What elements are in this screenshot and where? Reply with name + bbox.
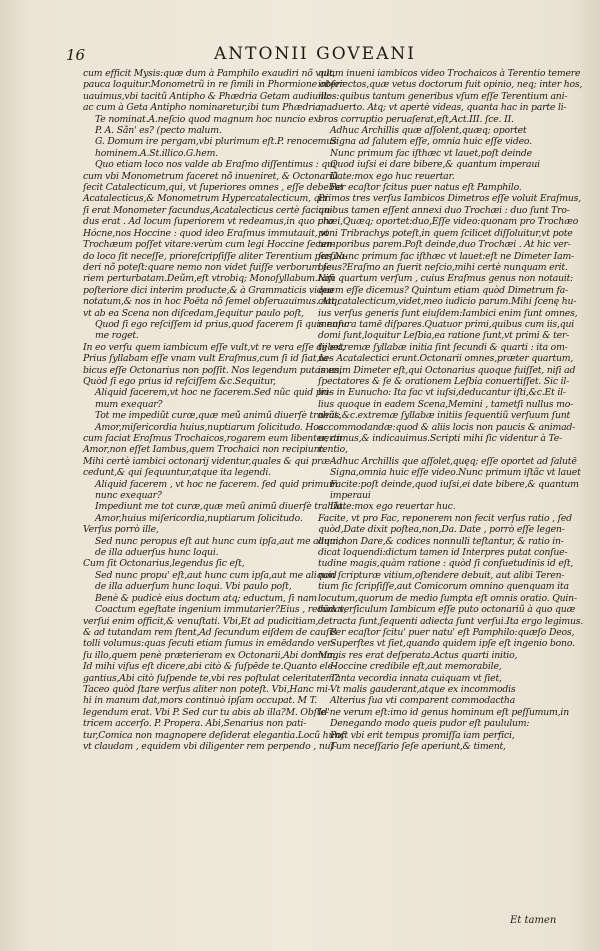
text-line: vt claudam , equidem vbi diligenter rem perpendo , nuſ- <box>83 740 337 752</box>
text-line: Impediunt me tot curæ,quæ meũ animũ diuerſè trahũt. <box>95 501 346 513</box>
text-line: locutum,quorum de medio ſumpta eſt omnis oratio. Quin- <box>318 592 577 604</box>
text-line: Facite, vt pro Fac, reponerem non fecit verſus ratio , ſed <box>318 512 572 524</box>
text-line: accommodandæ:quod & aliis locis non paucis & animad- <box>318 421 576 433</box>
text-line: Acatalecticus,& Monometrum Hypercatalecticum, qui <box>83 193 328 205</box>
text-line: Signa,omnia huic eſſe video.Nunc primum iſtãc vt lauet <box>330 467 581 479</box>
text-line: P. A. Sãn' es? (pecto malum. <box>95 125 222 137</box>
page-number: 16 <box>66 46 86 64</box>
text-line: de illa aduerſus hunc loqui. <box>95 547 219 559</box>
text-line: verſui enim officit,& venuſtati. Vbi,Et ad pudicitiam, <box>83 615 319 627</box>
text-line: quem eſſe dicemus? Quintum etiam quòd Dimetrum fa- <box>318 284 569 296</box>
text-line: Benè & pudicè eius doctum atq; eductum, ſi nam <box>95 592 317 604</box>
text-line: is enim Dimeter eſt,qui Octonarius quoque fuiſſet, niſi ad <box>318 364 576 376</box>
text-line: dicat loquendi:dictum tamen id Interpres putat conſue- <box>318 547 568 559</box>
text-line: Trochæum poſſet vitare:verùm cum legi Hoccine ſecun- <box>83 239 335 251</box>
text-line: Tum neceſſario ſeſe aperiunt,& timent, <box>330 740 506 752</box>
text-line: hi in manum dat,mors continuò ipſam occupat. M T. <box>83 695 318 707</box>
text-line: interiectos,quæ vetus doctorum fuit opinio, neq; inter hos, <box>318 79 583 91</box>
text-line: Taceo quòd ſtare verſus aliter non poteſt. Vbi,Hanc mi- <box>83 683 331 695</box>
text-line: lius quoque in eadem Scena,Memini , tametſi nullus mo- <box>318 398 574 410</box>
text-line: Date:mox ego reuertar huc. <box>330 501 456 513</box>
text-line: dus erat . Ad locum ſuperiorem vt redeamus,in quo pro <box>83 216 333 228</box>
text-line: neas,&c.extremæ ſyllabæ initiis ſequentiũ verſuum ſunt <box>318 410 571 422</box>
text-line: Amor,miſericordia huius,nuptiarum ſolicitudo. Hos <box>95 421 324 433</box>
text-line: Aliquid facerem , vt hoc ne facerem. ſed quid primum <box>95 478 338 490</box>
text-line: Vt malis gauderant,atque ex incommodis <box>330 683 516 695</box>
text-line: de illa aduerſum hunc loqui. Vbi paulo poſt, <box>95 581 292 593</box>
text-line: hominem.A.St.illico.G.hem. <box>95 147 218 159</box>
text-line: Prius ſyllabam eſſe vnam vult Eraſmus,cum ſi id ſiat,Ia- <box>83 353 331 365</box>
text-line: poni Tribrachys poteſt,in quem ſcilicet diſſoluitur,vt pote <box>318 227 573 239</box>
text-line: ſpectatores & ſe & orationem Leſbia conuertiſſet. Sic il- <box>318 375 570 387</box>
text-line: Denegando modo queis pudor eſt paululum: <box>330 718 530 730</box>
text-line: In eo verſu quem iambicum eſſe vult,vt re vera eſſe debet, <box>83 341 345 353</box>
text-line: notatum,& nos in hoc Poëta nõ ſemel obſeruauimus. Atq; <box>83 296 340 308</box>
text-line: ſus,Nunc primum fac iſthæc vt lauet:eſt ne Dimeter Iam- <box>318 250 575 262</box>
text-line: mum exequar? <box>95 398 163 410</box>
text-line: maduerto. Atq; vt apertè videas, quanta hac in parte li- <box>318 102 567 114</box>
text-line: quibus tamen eſſent annexi duo Trochæi : duo ſunt Tro- <box>318 204 570 216</box>
text-line: Per ecaſtor ſcitus puer natus eſt Pamphilo. <box>330 182 522 194</box>
text-line: poſteriore dici interim producte,& à Grammaticis video <box>83 284 334 296</box>
text-line: Hócne,nos Hoccine : quod ideo Eraſmus immutauit, vt <box>83 227 329 239</box>
text-line: gantius,Abi citò ſuſpende te,vbi res poſtulat celeritatem? <box>83 672 339 684</box>
text-line: vt ab ea Scena non diſcedam,ſequitur paulo poſt, <box>83 307 304 319</box>
text-line: Poſt vbi erit tempus promiſſa iam perfici, <box>330 729 515 741</box>
text-line: me roget. <box>95 330 139 342</box>
text-line: lius in Eunucho: Ita fac vt iuſsi,deducantur iſti,&c.Et il- <box>318 387 566 399</box>
text-line: Te nominat.A.neſcio quod magnum hoc nuncio ex- <box>95 113 322 125</box>
text-line: & ad tutandam rem ſtent,Ad ſecundum eiſdem de cauſis <box>83 626 337 638</box>
text-line: Aliquid facerem,vt hoc ne facerem.Sed nũc quid pri- <box>95 387 332 399</box>
text-line: ius verſus generis ſunt eiuſdem:Iambici enim ſunt omnes, <box>318 307 578 319</box>
text-line: cum vbi Monometrum faceret nõ inueniret, & Octonariũ <box>83 170 338 182</box>
text-line: bros corruptio peruaſerat,eſt,Act.III. ſce. II. <box>318 113 514 125</box>
text-line: Adhuc Archillis que aſſolet,quęq; eſſe oportet ad ſalutē <box>330 455 577 467</box>
text-line: Alterius ſua vti comparent commodactha <box>330 695 516 707</box>
text-line: Iam quartum verſum , cuius Eraſmus genus non notauit: <box>318 273 574 285</box>
text-line: Sed nunc peropus eſt aut hunc cum ipſa,aut me aliquid <box>95 535 345 547</box>
text-line: dum,non Dare,& codices nonnulli teſtantur, & ratio in- <box>318 535 564 547</box>
text-line: Id mihi viſus eſt dicere,abi citò & ſuſpēde te.Quanto ele- <box>83 661 336 673</box>
text-line: detracta ſunt,ſequenti adiecta ſunt verſui.Ita ergo legimus. <box>318 615 584 627</box>
text-line: G. Domum ire pergam,vbi plurimum eſt.P. renocemus <box>95 136 337 148</box>
text-line: ciat catalecticum,videt,meo iudicio parum.Mihi ſcenę hu- <box>318 296 577 308</box>
text-line: rentio, <box>318 444 348 456</box>
text-line: Amor,huius miſericordia,nuptiarum ſolicitudo. <box>95 512 303 524</box>
text-line: Signa ad ſalutem eſſe, omnia huic eſſe video. <box>330 136 532 148</box>
text-line: quam inueni iambicos video Trochaicos à Terentio temere <box>318 68 581 79</box>
running-head: ANTONII GOVEANI <box>214 44 416 64</box>
text-line: Id'ne verum eſt:imo id genus hominum eſt peſſumum,in <box>318 706 569 718</box>
text-line: tij extremæ ſyllabæ initia ſint ſecundi & quarti : ita om- <box>318 341 568 353</box>
text-line: uauimus,vbi tacitũ Antipho & Phædria Getam audiunt: <box>83 90 331 102</box>
text-line: ſu illo,quem penè præterieram ex Octonarii,Abi domum. <box>83 649 338 661</box>
text-line: menſura tamē diſpares.Quatuor primi,quibus cum iis,qui <box>318 318 575 330</box>
text-line: Tanta vecordia innata cuiquam vt ſiet, <box>330 672 502 684</box>
text-line: cum faciat Eraſmus Trochaicos,rogarem eum libenter, an <box>83 433 342 444</box>
text-line: Mihi certè iambici octonarij videntur,quales & qui præ- <box>83 455 333 467</box>
text-line: Tot me impediũt curæ,quæ meũ animũ diuerſè trahũt: <box>95 410 341 422</box>
text-line: Verſus porrò ille, <box>83 524 159 536</box>
text-line: uertimus,& indicauimus.Scripti mihi ſic videntur à Te- <box>318 433 563 444</box>
text-line: riem perturbatam.Deũm,eſt vtrobiq; Monoſyllabum.Niſi <box>83 273 335 285</box>
text-line: Quod iuſsi ei dare bibere,& quantum imperaui <box>330 159 540 171</box>
text-line: tricem accerſo. P. Propera. Abi,Senarius non pati- <box>83 718 307 730</box>
text-line: chæi,Quæq; oportet:duo,Eſſe video:quonam pro Trochæo <box>318 216 579 228</box>
text-line: tum verſiculum Iambicum eſſe puto octonariũ à quo quæ <box>318 604 576 616</box>
right-text-column <box>318 68 584 752</box>
text-line: Quo etiam loco nos valde ab Eraſmo diſſentimus : qui <box>95 159 336 171</box>
text-line: ſecit Catalecticum,qui, vt ſuperiores omnes , eſſe debebat <box>83 182 344 194</box>
text-line: Cum ſit Octonarius,legendus ſic eſt, <box>83 558 245 570</box>
text-line: Per ecaſtor ſcitu' puer natu' eſt Pamphilo:quæſo Deos, <box>330 626 575 638</box>
text-line: ac cum à Geta Antipho nominaretur,ibi tum Phædria, <box>83 102 324 114</box>
text-line: illos:quibus tantum generibus vſum eſſe Terentium ani- <box>318 90 568 102</box>
text-line: pauca loquitur.Monometrũ in re ſimili in Phormione obſer <box>83 79 344 91</box>
text-line: tium ſic ſcripſiſſe,aut Comicorum omnino quenquam ita <box>318 581 569 593</box>
text-line: non ſcripturæ vitium,oſtendere debuit, aut alibi Teren- <box>318 569 565 581</box>
text-line: Magis res erat deſperata.Actus quarti initio, <box>318 649 518 661</box>
text-line: nes Acatalectici erunt.Octonarii omnes,præter quartum, <box>318 353 574 365</box>
text-line: Superſtes vt ſiet,quando quidem ipſe eſt ingenio bono. <box>330 638 575 650</box>
text-line: Amor,non eſſet Iambus,quem Trochaici non recipiunt. <box>83 444 326 456</box>
text-line: domi ſunt,loquitur Leſbia,ea ratione ſunt,vt primi & ter- <box>318 330 570 342</box>
text-line: do loco ſit neceſſe, prioreſcripſiſſe aliter Terentium perſua- <box>83 250 348 262</box>
text-line: cum efficit Mysis:quæ dum à Pamphilo exaudiri nõ vult, <box>83 68 336 79</box>
text-line: Quod ſi ego reſciſſem id prius,quod facerem ſi quis nunc <box>95 318 350 330</box>
text-line: ſi erat Monometer facundus,Acatalecticus certè faciun- <box>83 204 333 216</box>
text-line: Hoccine credibile eſt,aut memorabile, <box>330 661 502 673</box>
page-header <box>0 44 600 66</box>
text-line: Nunc primum fac iſthæc vt lauet,poſt deinde <box>330 147 532 159</box>
text-line: imperaui <box>330 490 371 502</box>
text-line: legendum erat. Vbi P. Sed cur tu abis ab illa?M. Obſte- <box>83 706 329 718</box>
text-line: Date:mox ego huc reuertar. <box>330 170 455 182</box>
text-line: cedunt,& qui ſequuntur,atque ita legendi. <box>83 467 271 479</box>
text-line: temporibus parem.Poſt deinde,duo Trochæi . At hic ver- <box>318 239 571 251</box>
text-line: Sed nunc propu' eſt,aut hunc cum ipſa,aut me aliquid <box>95 569 337 581</box>
text-line: bicus eſſe Octonarius non poſſit. Nos legendum putamus, <box>83 364 342 376</box>
text-line: nunc exequar? <box>95 490 162 502</box>
catchword: Et tamen <box>510 915 557 926</box>
text-line: Adhuc Archillis quæ aſſolent,quæq; oportet <box>330 125 527 137</box>
text-line: Quòd ſi ego prius id reſciſſem &c.Sequitur, <box>83 375 276 387</box>
text-line: Facite:poſt deinde,quod iuſsi,ei date bibere,& quantum <box>330 478 579 490</box>
text-line: quòd,Date dixit poſtea,non,Da. Date , porrò eſſe legen- <box>318 524 565 536</box>
text-line: Coactum egeſtate ingenium immutarier?Eius , redūdat, <box>95 604 347 616</box>
text-line: Primos tres verſus Iambicos Dimetros eſſe voluit Eraſmus, <box>318 193 581 205</box>
text-line: bicus?Eraſmo an fuerit neſcio,mihi certè nunquam erit. <box>318 261 568 273</box>
text-line: tudine magis,quàm ratione : quòd ſi conſuetudinis id eſt, <box>318 558 574 570</box>
text-line: deri nõ poteſt:quare nemo non videt fuiſſe verborum ſe- <box>83 261 335 273</box>
text-line: tolli volumus:quas ſecuti etiam ſumus in emēdando ver- <box>83 638 335 650</box>
text-line: tur,Comica non magnopere deſiderat elegantia.Locũ hunc <box>83 729 346 741</box>
